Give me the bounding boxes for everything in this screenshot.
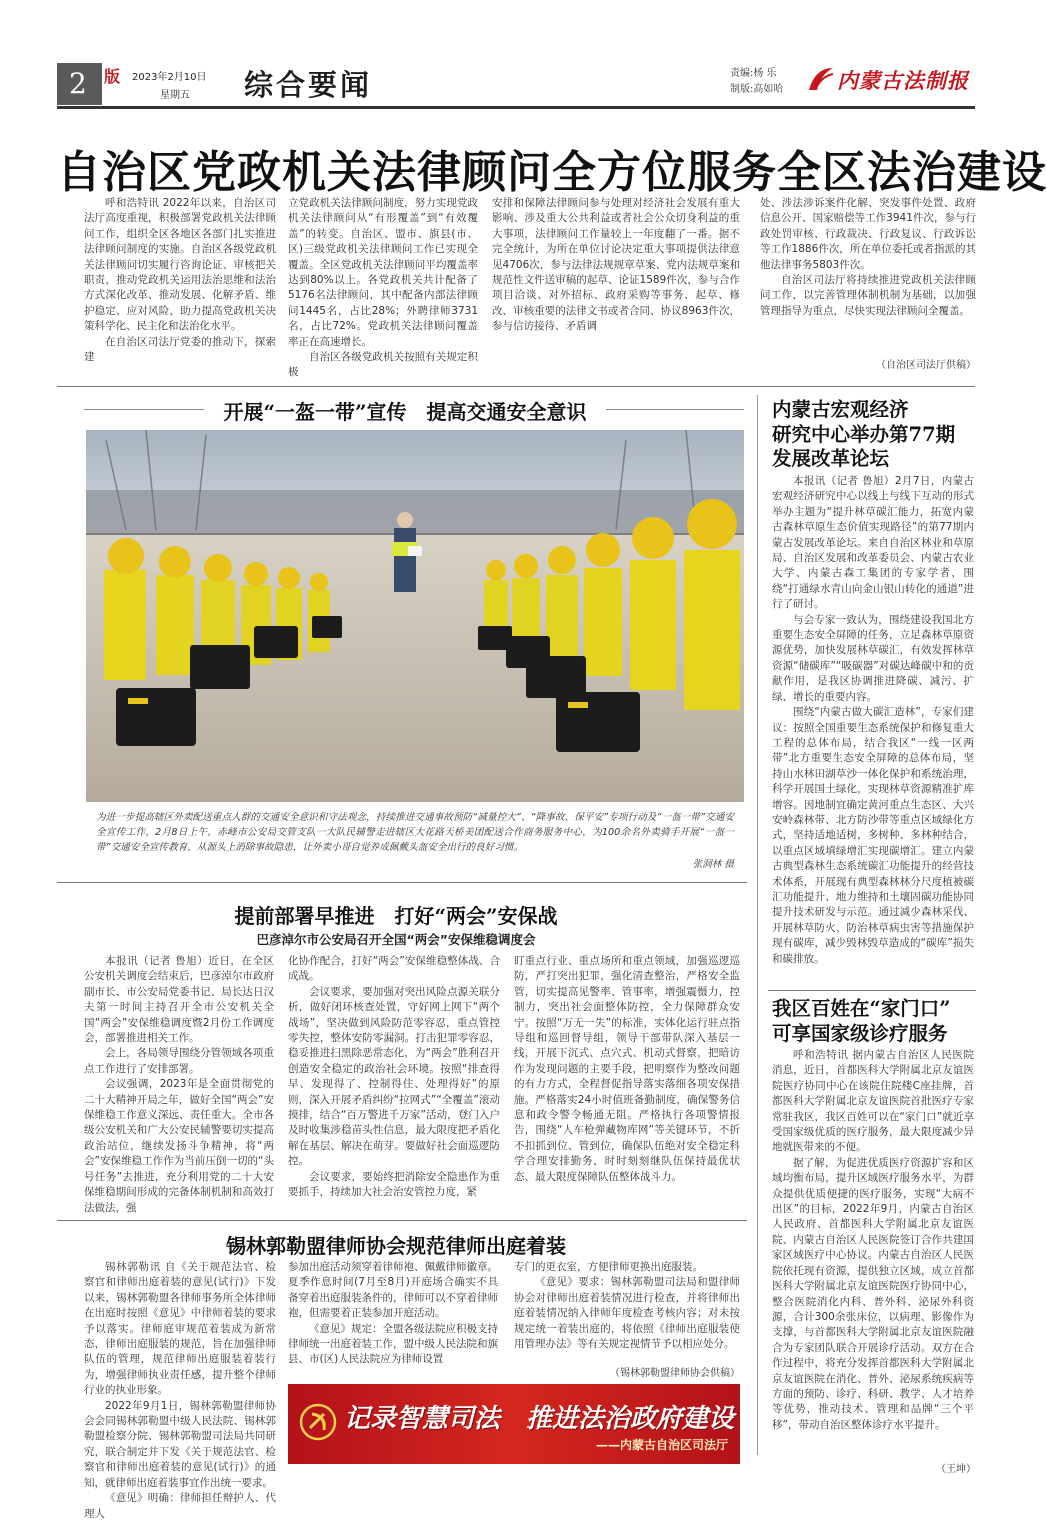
section-title: 综合要闻 — [244, 68, 373, 102]
twosessions-top-rule — [57, 882, 747, 883]
lead-column-2: 立党政机关法律顾问制度，努力实现党政机关法律顾问从“有形覆盖”到“有效覆盖”的转变。自治区、盟市、旗县(市、区)三级党政机关法律顾问工作已实现全覆盖。全区党政机关法律顾问平均覆盖率达到80%以上。各党政机关共计配备了5176名法律顾问，其中配备内部法律顾问1445名，占比28%；外聘律师3731名，占比72%。党政机关法律顾问覆盖率正在高速增长。 自治区各级党政机关按照有关规定积极 — [288, 197, 478, 379]
promo-banner — [288, 1384, 740, 1464]
banner-title: 记录智慧司法 推进法治政府建设 — [344, 1404, 735, 1434]
lead-credit: （自治区司法厅供稿） — [876, 360, 976, 371]
clinic-headline: 我区百姓在“家门口” 可享国家级诊疗服务 — [772, 997, 951, 1045]
paper-name: 内蒙古法制报 — [837, 69, 969, 93]
editor-credit: 责编:杨 乐 — [730, 68, 777, 79]
forum-headline: 内蒙古宏观经济 研究中心举办第77期 发展改革论坛 — [772, 398, 956, 470]
lead-column-1: 呼和浩特讯 2022年以来，自治区司法厅高度重视，积极部署党政机关法律顾问工作，组织全区各地区各部门扎实推进法律顾问制度的实施。自治区各级党政机关法律顾问切实履行咨询论证、审核把关职责，推动党政机关运用法治思维和法治方式深化改革、推动发展、化解矛盾、维护稳定、应对风险，助力提高党政机关决策科学化、民主化和法治化水平。 在自治区司法厅党委的推动下，探索建 — [84, 197, 276, 364]
lead-column-4: 处、涉法涉诉案件化解、突发事件处置、政府信息公开、国家赔偿等工作3941件次，参与行政处罚审核、行政裁决、行政复议、行政诉讼等工作1886件次，所在单位委托或者指派的其他法律事务5803件次。 自治区司法厅将持续推进党政机关法律顾问工作，以完善管理体制机制为基础，以加强管理指导为重点，尽快实现法律顾问全覆盖。 — [760, 197, 976, 317]
page-ban-label: 版 — [104, 67, 121, 86]
lawyers-column-1: 锡林郭勒讯 自《关于规范法官、检察官和律师出庭着装的意见(试行)》下发以来，锡林郭勒盟各律师事务所全体律师在出庭时按照《意见》中律师着装的要求予以落实。律师庭审规范着装成为新常态，律师出庭服装的规范，旨在加强律师队伍的管理，规范律师出庭服装着装行为，增强律师执业责任感，提升整个律师行业的执业形象。 2022年9月1日，锡林郭勒盟律师协会会同锡林郭勒盟中级人民法院、锡林郭勒盟检察分院、锡林郭勒盟司法局共同研究，联合制定并下发《关于规范法官、检察官和律师出庭着装的意见(试行)》的通知，就律师出庭着装事宜作出统一要求。 《意见》明确：律师担任辩护人、代理人 — [84, 1261, 276, 1520]
logo-swoosh-icon — [805, 64, 837, 94]
twosessions-headline: 提前部署早推进 打好“两会”安保战 — [234, 904, 558, 928]
issue-weekday: 星期五 — [160, 90, 190, 101]
lawyers-column-2: 参加出庭活动须穿着律师袍、佩戴律师徽章。夏季作息时间(7月至8月)开庭场合确实不具备穿着出庭服装条件的，律师可以不穿着律师袍，但需要着正装参加开庭活动。 《意见》规定：全盟各级法院应积极支持律师统一出庭着装工作，盟中级人民法院和旗县、市(区)人民法院应为律师设置 — [288, 1261, 498, 1366]
photo-scene-icon — [86, 430, 744, 802]
page-number: 2 — [69, 67, 87, 100]
party-emblem-icon — [298, 1402, 338, 1442]
traffic-safety-photo — [86, 430, 744, 802]
twosessions-subhead: 巴彦淖尔市公安局召开全国“两会”安保维稳调度会 — [256, 932, 536, 947]
lead-column-3: 安排和保障法律顾问参与处理对经济社会发展有重大影响、涉及重大公共利益或者社会公众切身利益的重大事项，法律顾问工作量较上一年度翻了一番。据不完全统计，为所在单位讨论决定重大事项提供法律意见4706次，参与法律法规规章草案、党内法规草案和规范性文件送审稿的起草、论证1589件次，参与合作项目洽谈、对外招标、政府采购等事务、起草、修改、审核重要的法律文书或者合同、协议8963件次，参与信访接待、矛盾调 — [492, 197, 740, 333]
forum-divider — [768, 990, 976, 991]
twosessions-column-2: 化协作配合，打好“两会”安保维稳整体战、合成战。 会议要求，要加强对突出风险点源关联分析，做好闭环核查处置，守好网上网下“两个战场”，坚决做到风险防范零容忍，重点管控零失控，整体安防零漏洞。打击犯罪零容忍，稳妥推进扫黑除恶常态化，为“两会”胜利召开创造安全稳定的政治社会环境。按照“排查得早、发现得了、控制得住、处理得好”的原则，深入开展矛盾纠纷“拉网式”“全覆盖”滚动摸排，结合“百万警进千万家”活动，登门入户及时收集涉稳苗头性信息，最大限度把矛盾化解在基层、解决在萌芽。要做好社会面巡逻防控。 会议要求，要始终把消除安全隐患作为重要抓手，持续加大社会治安管控力度，紧 — [288, 955, 500, 1199]
lawyers-top-rule — [57, 1220, 747, 1221]
issue-date: 2023年2月10日 — [132, 72, 207, 83]
forum-body: 本报讯（记者 鲁旭）2月7日，内蒙古宏观经济研究中心以线上与线下互动的形式举办主题为“提升林草碳汇能力，拓宽内蒙古森林草原生态价值实现路径”的第77期内蒙古发展改革论坛。来自自治区林业和草原局、自治区发展和改革委员会、内蒙古农业大学、内蒙古森工集团的专家学者，围绕“打通绿水青山向金山银山转化的通道”进行了研讨。 与会专家一致认为，围绕建设我国北方重要生态安全屏障的任务，立足森林草原资源优势，加快发展林草碳汇，有效发挥林草资源“储碳库”“吸碳器”对碳达峰碳中和的贡献作用，是我区协调推进降碳、减污、扩绿、增长的重要内容。 围绕“内蒙古做大碳汇造林”，专家们建议：按照全国重要生态系统保护和修复重大工程的总体布局，结合我区“一线一区两带”北方重要生态安全屏障的总体布局，坚持山水林田湖草沙一体化保护和系统治理，科学开展国土绿化，实现林草资源精准扩库增容。因地制宜确定黄河重点生态区、大兴安岭森林带、北方防沙带等重点区域绿化方式，坚持适地适树，多树种、多林种结合，以重点区域填绿增汇实现碳增汇。建立内蒙古典型森林生态系统碳汇功能提升的经营技术体系，开展现有典型森林林分尺度植被碳汇功能提升、地力维持和土壤固碳功能协同提升技术研发与示范。通过减少森林采伐、开展林草防火、防治林草病虫害等措施保护现有碳库，减少毁林毁草造成的“碳库”损失和碳排放。 — [772, 475, 974, 965]
clinic-body: 呼和浩特讯 据内蒙古自治区人民医院消息，近日，首都医科大学附属北京友谊医院医疗协同中心在该院住院楼C座挂牌，首都医科大学附属北京友谊医院首批医疗专家常驻我区，我区百姓可以在“家门口”就近享受国家级优质的医疗服务，最大限度减少异地就医带来的不便。 据了解，为促进优质医疗资源扩容和区域均衡布局，提升区域医疗服务水平，为群众提供优质便捷的医疗服务，实现“大病不出区”的目标，2022年9月，内蒙古自治区人民政府、首都医科大学附属北京友谊医院、内蒙古自治区人民医院签订合作共建国家区域医疗中心协议。内蒙古自治区人民医院依托现有资源，提供独立区域，成立首都医科大学附属北京友谊医院医疗协同中心，整合医院消化内科、普外科、泌尿外科资源，合计300余张床位，以病理、影像作为支撑，与首都医科大学附属北京友谊医院融合为专家团队联合开展诊疗活动。双方在合作过程中，将充分发挥首都医科大学附属北京友谊医院在消化、普外、泌尿系统疾病等方面的预防、诊疗、科研、教学、人才培养等优势，推动技术、管理和品牌“三个平移”，带动自治区整体诊疗水平提升。 — [772, 1049, 974, 1431]
section-divider — [57, 386, 975, 387]
masthead-rule — [57, 106, 975, 109]
newspaper-logo — [805, 62, 975, 96]
lawyers-column-3: 专门的更衣室，方便律师更换出庭服装。 《意见》要求：锡林郭勒盟司法局和盟律师协会对律师出庭着装情况进行检查，并将律师出庭着装情况纳入律师年度检查考核内容；对未按规定统一着装出庭的，将依照《律师出庭服装使用管理办法》等有关规定视情节予以相应处分。 — [514, 1261, 740, 1351]
producer-credit: 制版:高如哈 — [730, 84, 784, 95]
lawyers-credit: （锡林郭勒盟律师协会供稿） — [610, 1368, 740, 1379]
banner-subtitle: ——内蒙古自治区司法厅 — [595, 1438, 728, 1452]
clinic-credit: （王坤） — [936, 1464, 976, 1475]
photo-caption: 为进一步提高辖区外卖配送重点人群的交通安全意识和守法观念，持续推进交通事故预防“减量控大”、“降事故、保平安”专项行动及“一盔一带”交通安全宣传工作，2月8日上午，赤峰市公安局交管支队一大队民辅警走进辖区大花路天桥美团配送合作商务服务中心，为100余名外卖骑手开展“一盔一带”交通安全宣传教育，从源头上消除事故隐患，让外卖小哥自觉养成佩戴头盔安全出行的良好习惯。 — [96, 812, 734, 854]
page-number-block — [57, 63, 102, 105]
column-divider-right — [757, 395, 758, 1455]
twosessions-column-3: 盯重点行业、重点场所和重点领域，加强巡逻巡防，严打突出犯罪，强化清查整治，严格安全监管，切实提高见警率、管事率，增强震慑力，控制力，突出社会面整体防控，全力保障群众安宁。按照“万无一失”的标准，实体化运行驻点指导组和巡回督导组，领导干部带队深入基层一线，开展下沉式、点穴式、机动式督察，把暗访作为发现问题的主要手段，把明察作为整改问题的有力方式，全程督促指导落实落细各项安保措施。严格落实24小时值班备勤制度，确保警务信息和政令警令畅通无阻。严格执行各项警情报告，围绕“人车枪弹藏物库网”等关键环节，不折不扣抓到位、管到位，确保队伍绝对安全稳定科学合理安排勤务，时时刻刻继队伍保持最优状态、最大限度保障队伍整体战斗力。 — [514, 955, 740, 1183]
photo-story-headline: 开展“一盔一带”宣传 提高交通安全意识 — [223, 400, 587, 424]
lawyers-headline: 锡林郭勒盟律师协会规范律师出庭着装 — [226, 1234, 566, 1258]
twosessions-column-1: 本报讯（记者 鲁旭）近日，在全区公安机关调度会结束后，巴彦淖尔市政府副市长、市公安局党委书记、局长达日汉夫第一时间主持召开全市公安机关全国“两会”安保维稳调度暨2月份工作调度会，部署推进相关工作。 会上，各局领导围绕分管领域各项重点工作进行了安排部署。 会议强调，2023年是全面贯彻党的二十大精神开局之年，做好全国“两会”安保维稳工作意义深远、责任重大。全市各级公安机关和广大公安民辅警要切实提高政治站位，继续发扬斗争精神，将“两会”安保维稳工作作为当前压倒一切的“头号任务”去推进，充分利用党的二十大安保维稳期间形成的完备体制机制和高效打法做法，强 — [84, 955, 274, 1214]
lead-headline: 自治区党政机关法律顾问全方位服务全区法治建设 — [57, 147, 1047, 198]
photo-headline-rule-left — [84, 409, 204, 410]
photo-credit: 张洞林 摄 — [692, 859, 734, 870]
photo-headline-rule-right — [606, 409, 744, 410]
